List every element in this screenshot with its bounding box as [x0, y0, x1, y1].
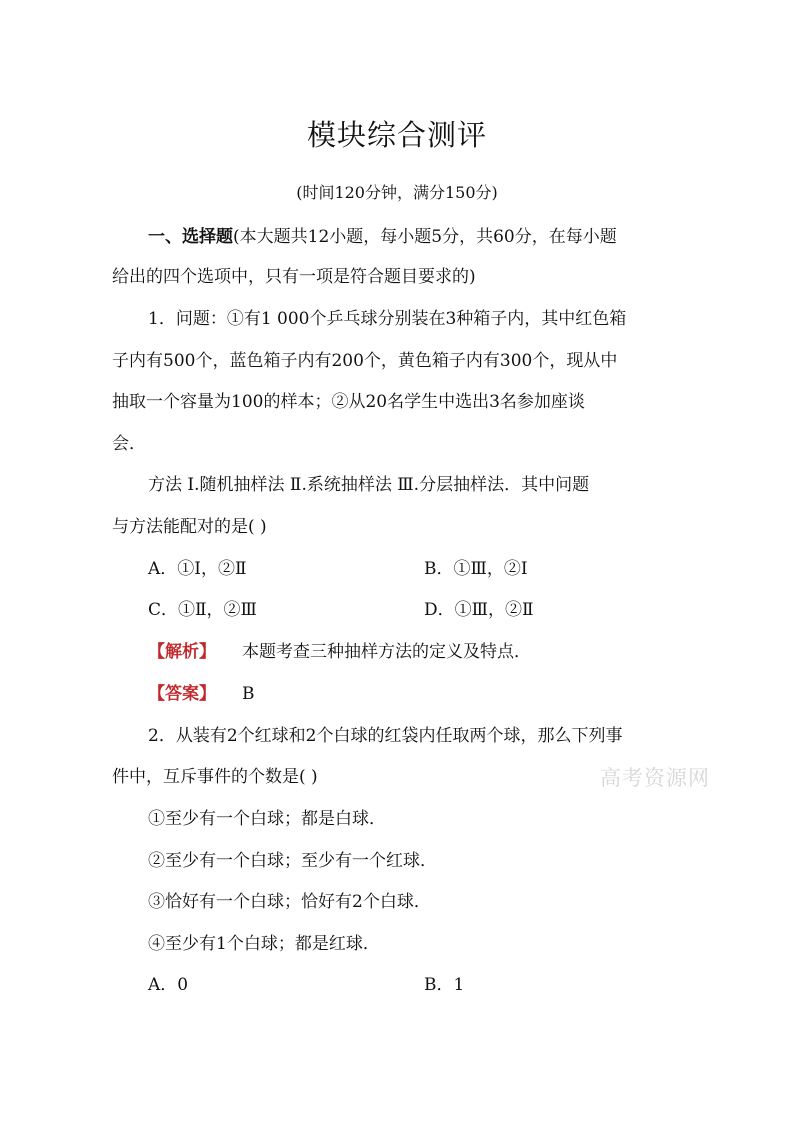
q1-line4: 会． [112, 434, 146, 454]
q2-item-1: ①至少有一个白球；都是白球． [148, 809, 386, 829]
page-title: 模块综合测评 [306, 118, 487, 152]
watermark: 高考资源网 [600, 766, 710, 790]
analysis-text: 本题考查三种抽样方法的定义及特点． [242, 642, 531, 662]
q2-option-b: B．1 [424, 975, 465, 995]
q1-option-a: A．①Ⅰ，②Ⅱ [148, 559, 247, 579]
q2-item-3: ③恰好有一个白球；恰好有2个白球． [148, 892, 431, 912]
q2-line2: 件中，互斥事件的个数是( ) [112, 767, 318, 787]
q1-method-line2: 与方法能配对的是( ) [112, 517, 267, 537]
q1-option-c: C．①Ⅱ，②Ⅲ [148, 600, 257, 620]
section1-heading: 一、选择题 [148, 227, 233, 247]
q2-item-4: ④至少有1个白球；都是红球． [148, 934, 380, 954]
q1-line2: 子内有500个，蓝色箱子内有200个，黄色箱子内有300个，现从中 [112, 351, 618, 371]
page-subtitle: (时间120分钟，满分150分) [296, 183, 498, 202]
q1-option-d: D．①Ⅲ，②Ⅱ [424, 600, 534, 620]
section1-intro-line2: 给出的四个选项中，只有一项是符合题目要求的) [112, 267, 476, 287]
q2-option-a: A．0 [148, 975, 189, 995]
analysis-tag: 【解析】 [148, 642, 216, 662]
answer-text: B [242, 684, 255, 704]
q1-method-line1: 方法 Ⅰ.随机抽样法 Ⅱ.系统抽样法 Ⅲ.分层抽样法．其中问题 [148, 475, 590, 495]
q2-item-2: ②至少有一个白球；至少有一个红球． [148, 851, 437, 871]
section1-intro-line1 [148, 226, 617, 248]
q1-answer [148, 683, 255, 705]
q2-line1: 2．从装有2个红球和2个白球的红袋内任取两个球，那么下列事 [148, 726, 623, 746]
q1-line3: 抽取一个容量为100的样本；②从20名学生中选出3名参加座谈 [112, 392, 585, 412]
section1-intro: (本大题共12小题，每小题5分，共60分，在每小题 [233, 227, 617, 247]
q1-analysis [148, 641, 531, 663]
q1-line1: 1．问题：①有1 000个乒乓球分别装在3种箱子内，其中红色箱 [148, 309, 627, 329]
q1-option-b: B．①Ⅲ，②Ⅰ [424, 559, 528, 579]
answer-tag: 【答案】 [148, 684, 216, 704]
